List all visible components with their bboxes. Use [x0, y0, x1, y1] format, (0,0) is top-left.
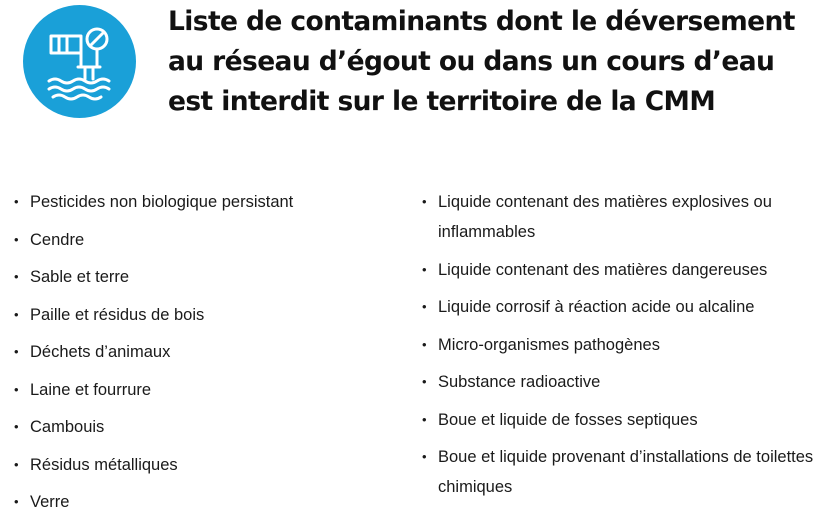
- list-item: • Cambouis: [14, 412, 394, 442]
- list-item: • Sable et terre: [14, 262, 394, 292]
- list-item: • Cendre: [14, 225, 394, 255]
- list-item: • Substance radioactive: [422, 367, 822, 397]
- bullet-icon: •: [14, 344, 19, 359]
- bullet-icon: •: [14, 306, 19, 322]
- bullet-icon: •: [422, 411, 427, 427]
- bullet-icon: •: [422, 299, 427, 314]
- bullet-icon: •: [422, 449, 427, 464]
- list-item: • Paille et résidus de bois: [14, 300, 394, 330]
- bullet-icon: •: [422, 374, 427, 389]
- list-item: • Boue et liquide de fosses septiques: [422, 405, 822, 435]
- bullet-icon: •: [14, 456, 19, 472]
- bullet-icon: •: [14, 381, 19, 397]
- page-title: Liste de contaminants dont le déversement au réseau d’égout ou dans un cours d’eau est interdit sur le territoire de la CMM: [168, 6, 795, 117]
- contaminant-list-left: [14, 187, 394, 525]
- bullet-icon: •: [422, 194, 427, 209]
- list-item: • Liquide corrosif à réaction acide ou alcaline: [422, 292, 822, 322]
- bullet-icon: •: [14, 194, 19, 209]
- list-item: • Laine et fourrure: [14, 375, 394, 405]
- list-item: • Micro-organismes pathogènes: [422, 330, 822, 360]
- contaminant-list-right: [422, 187, 822, 510]
- list-item: • Verre: [14, 487, 394, 517]
- list-item: • Boue et liquide provenant d’installations de toilettes chimiques: [422, 442, 822, 502]
- bullet-icon: •: [14, 231, 19, 247]
- list-item: • Liquide contenant des matières explosives ou inflammables: [422, 187, 822, 247]
- bullet-icon: •: [14, 494, 19, 509]
- list-item: • Liquide contenant des matières dangereuses: [422, 255, 822, 285]
- bullet-icon: •: [422, 336, 427, 352]
- list-item: • Déchets d’animaux: [14, 337, 394, 367]
- pipe-discharge-prohibited-icon: [23, 5, 136, 118]
- bullet-icon: •: [422, 261, 427, 277]
- list-item: • Pesticides non biologique persistant: [14, 187, 394, 217]
- bullet-icon: •: [14, 269, 19, 284]
- bullet-icon: •: [14, 419, 19, 434]
- list-item: • Résidus métalliques: [14, 450, 394, 480]
